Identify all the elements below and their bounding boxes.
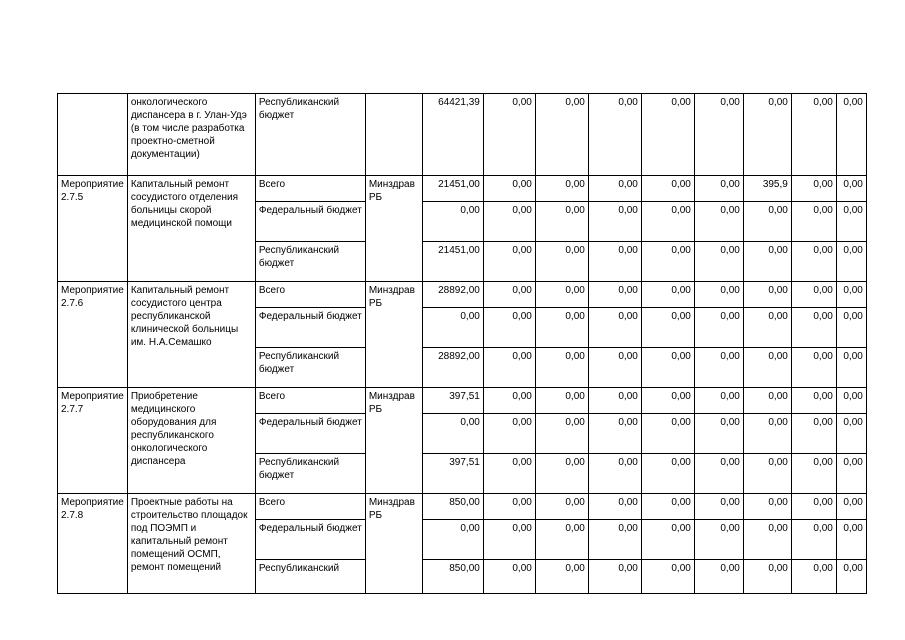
value-cell: 0,00 bbox=[483, 454, 535, 494]
value-cell: 0,00 bbox=[836, 282, 866, 308]
value-cell: 0,00 bbox=[791, 414, 836, 454]
value-cell: 0,00 bbox=[588, 494, 641, 520]
value-cell: 0,00 bbox=[743, 454, 791, 494]
value-cell: 850,00 bbox=[422, 494, 483, 520]
value-cell: 0,00 bbox=[743, 560, 791, 594]
value-cell: 0,00 bbox=[836, 414, 866, 454]
value-cell: 0,00 bbox=[791, 308, 836, 348]
budget-table bbox=[57, 93, 867, 594]
value-cell: 850,00 bbox=[422, 560, 483, 594]
executor-cell: Минздрав РБ bbox=[365, 176, 422, 282]
table-row bbox=[58, 388, 867, 414]
funding-source-cell: Республиканский бюджет bbox=[255, 454, 365, 494]
value-cell: 0,00 bbox=[535, 282, 588, 308]
measure-title-cell: Капитальный ремонт сосудистого отделения больницы скорой медицинской помощи bbox=[127, 176, 255, 282]
funding-source-cell: Федеральный бюджет bbox=[255, 308, 365, 348]
value-cell: 0,00 bbox=[641, 94, 694, 176]
value-cell: 0,00 bbox=[483, 282, 535, 308]
value-cell: 0,00 bbox=[483, 494, 535, 520]
value-cell: 0,00 bbox=[791, 94, 836, 176]
value-cell: 0,00 bbox=[836, 560, 866, 594]
value-cell: 0,00 bbox=[588, 348, 641, 388]
value-cell: 0,00 bbox=[588, 202, 641, 242]
value-cell: 0,00 bbox=[588, 520, 641, 560]
value-cell: 0,00 bbox=[422, 414, 483, 454]
value-cell: 0,00 bbox=[791, 202, 836, 242]
value-cell: 0,00 bbox=[641, 494, 694, 520]
value-cell: 0,00 bbox=[743, 202, 791, 242]
value-cell: 0,00 bbox=[694, 94, 743, 176]
value-cell: 0,00 bbox=[694, 388, 743, 414]
executor-cell: Минздрав РБ bbox=[365, 494, 422, 594]
value-cell: 0,00 bbox=[422, 308, 483, 348]
value-cell: 0,00 bbox=[483, 388, 535, 414]
value-cell: 0,00 bbox=[588, 454, 641, 494]
value-cell: 0,00 bbox=[836, 308, 866, 348]
table-row bbox=[58, 176, 867, 202]
funding-source-cell: Республиканский бюджет bbox=[255, 242, 365, 282]
value-cell: 0,00 bbox=[836, 520, 866, 560]
funding-source-cell: Республиканский бюджет bbox=[255, 94, 365, 176]
value-cell: 0,00 bbox=[791, 388, 836, 414]
value-cell: 0,00 bbox=[641, 388, 694, 414]
value-cell: 0,00 bbox=[836, 94, 866, 176]
value-cell: 0,00 bbox=[483, 176, 535, 202]
measure-id-cell bbox=[58, 94, 128, 176]
value-cell: 0,00 bbox=[694, 414, 743, 454]
value-cell: 0,00 bbox=[791, 242, 836, 282]
value-cell: 0,00 bbox=[535, 520, 588, 560]
table-row bbox=[58, 494, 867, 520]
measure-title-cell: Капитальный ремонт сосудистого центра республиканской клинической больницы им. Н.А.Семашко bbox=[127, 282, 255, 388]
value-cell: 0,00 bbox=[743, 520, 791, 560]
value-cell: 395,9 bbox=[743, 176, 791, 202]
funding-source-cell: Федеральный бюджет bbox=[255, 520, 365, 560]
value-cell: 0,00 bbox=[694, 176, 743, 202]
measure-title-cell: онкологического диспансера в г. Улан-Удэ (в том числе разработка проектно-сметной документации) bbox=[127, 94, 255, 176]
value-cell: 0,00 bbox=[694, 282, 743, 308]
value-cell: 0,00 bbox=[483, 414, 535, 454]
value-cell: 28892,00 bbox=[422, 348, 483, 388]
value-cell: 0,00 bbox=[743, 308, 791, 348]
value-cell: 0,00 bbox=[791, 348, 836, 388]
value-cell: 0,00 bbox=[535, 308, 588, 348]
value-cell: 0,00 bbox=[836, 348, 866, 388]
funding-source-cell: Всего bbox=[255, 494, 365, 520]
measure-id-cell: Мероприятие 2.7.5 bbox=[58, 176, 128, 282]
value-cell: 0,00 bbox=[535, 560, 588, 594]
value-cell: 0,00 bbox=[836, 202, 866, 242]
value-cell: 0,00 bbox=[588, 560, 641, 594]
table-row bbox=[58, 94, 867, 176]
measure-id-cell: Мероприятие 2.7.6 bbox=[58, 282, 128, 388]
value-cell: 0,00 bbox=[641, 348, 694, 388]
value-cell: 0,00 bbox=[422, 520, 483, 560]
value-cell: 21451,00 bbox=[422, 242, 483, 282]
value-cell: 0,00 bbox=[535, 388, 588, 414]
value-cell: 0,00 bbox=[535, 242, 588, 282]
value-cell: 64421,39 bbox=[422, 94, 483, 176]
value-cell: 0,00 bbox=[641, 202, 694, 242]
value-cell: 0,00 bbox=[641, 176, 694, 202]
value-cell: 0,00 bbox=[641, 520, 694, 560]
value-cell: 0,00 bbox=[836, 242, 866, 282]
value-cell: 0,00 bbox=[535, 348, 588, 388]
measure-title-cell: Приобретение медицинского оборудования для республиканского онкологического диспансера bbox=[127, 388, 255, 494]
value-cell: 0,00 bbox=[836, 176, 866, 202]
value-cell: 0,00 bbox=[483, 308, 535, 348]
value-cell: 0,00 bbox=[641, 282, 694, 308]
value-cell: 0,00 bbox=[694, 560, 743, 594]
value-cell: 0,00 bbox=[588, 414, 641, 454]
value-cell: 0,00 bbox=[535, 94, 588, 176]
value-cell: 0,00 bbox=[483, 202, 535, 242]
value-cell: 0,00 bbox=[743, 348, 791, 388]
value-cell: 0,00 bbox=[836, 454, 866, 494]
value-cell: 0,00 bbox=[743, 388, 791, 414]
value-cell: 397,51 bbox=[422, 388, 483, 414]
value-cell: 21451,00 bbox=[422, 176, 483, 202]
value-cell: 0,00 bbox=[535, 494, 588, 520]
funding-source-cell: Федеральный бюджет bbox=[255, 202, 365, 242]
value-cell: 0,00 bbox=[694, 202, 743, 242]
value-cell: 0,00 bbox=[535, 202, 588, 242]
value-cell: 0,00 bbox=[641, 242, 694, 282]
value-cell: 0,00 bbox=[588, 242, 641, 282]
funding-source-cell: Всего bbox=[255, 388, 365, 414]
value-cell: 0,00 bbox=[743, 494, 791, 520]
value-cell: 0,00 bbox=[743, 242, 791, 282]
funding-source-cell: Республиканский bbox=[255, 560, 365, 594]
value-cell: 0,00 bbox=[694, 494, 743, 520]
value-cell: 0,00 bbox=[588, 94, 641, 176]
table-row bbox=[58, 282, 867, 308]
value-cell: 0,00 bbox=[588, 282, 641, 308]
value-cell: 0,00 bbox=[588, 176, 641, 202]
value-cell: 0,00 bbox=[588, 308, 641, 348]
value-cell: 0,00 bbox=[483, 242, 535, 282]
value-cell: 0,00 bbox=[836, 494, 866, 520]
executor-cell: Минздрав РБ bbox=[365, 282, 422, 388]
value-cell: 0,00 bbox=[535, 454, 588, 494]
value-cell: 0,00 bbox=[694, 308, 743, 348]
value-cell: 0,00 bbox=[641, 560, 694, 594]
value-cell: 0,00 bbox=[791, 494, 836, 520]
value-cell: 0,00 bbox=[641, 308, 694, 348]
value-cell: 0,00 bbox=[483, 348, 535, 388]
value-cell: 0,00 bbox=[836, 388, 866, 414]
executor-cell: Минздрав РБ bbox=[365, 388, 422, 494]
value-cell: 0,00 bbox=[483, 520, 535, 560]
value-cell: 397,51 bbox=[422, 454, 483, 494]
value-cell: 0,00 bbox=[791, 520, 836, 560]
value-cell: 0,00 bbox=[791, 176, 836, 202]
funding-source-cell: Федеральный бюджет bbox=[255, 414, 365, 454]
value-cell: 0,00 bbox=[483, 560, 535, 594]
value-cell: 0,00 bbox=[422, 202, 483, 242]
value-cell: 0,00 bbox=[791, 560, 836, 594]
value-cell: 0,00 bbox=[641, 414, 694, 454]
value-cell: 0,00 bbox=[694, 520, 743, 560]
value-cell: 0,00 bbox=[743, 414, 791, 454]
value-cell: 0,00 bbox=[588, 388, 641, 414]
value-cell: 0,00 bbox=[694, 454, 743, 494]
value-cell: 0,00 bbox=[743, 282, 791, 308]
measure-title-cell: Проектные работы на строительство площадок под ПОЭМП и капитальный ремонт помещений ОСМП, ремонт помещений bbox=[127, 494, 255, 594]
funding-source-cell: Всего bbox=[255, 282, 365, 308]
funding-source-cell: Всего bbox=[255, 176, 365, 202]
value-cell: 0,00 bbox=[791, 454, 836, 494]
value-cell: 0,00 bbox=[483, 94, 535, 176]
funding-source-cell: Республиканский бюджет bbox=[255, 348, 365, 388]
value-cell: 0,00 bbox=[641, 454, 694, 494]
measure-id-cell: Мероприятие 2.7.8 bbox=[58, 494, 128, 594]
measure-id-cell: Мероприятие 2.7.7 bbox=[58, 388, 128, 494]
value-cell: 0,00 bbox=[694, 348, 743, 388]
executor-cell bbox=[365, 94, 422, 176]
value-cell: 28892,00 bbox=[422, 282, 483, 308]
value-cell: 0,00 bbox=[535, 414, 588, 454]
value-cell: 0,00 bbox=[694, 242, 743, 282]
value-cell: 0,00 bbox=[791, 282, 836, 308]
value-cell: 0,00 bbox=[535, 176, 588, 202]
value-cell: 0,00 bbox=[743, 94, 791, 176]
